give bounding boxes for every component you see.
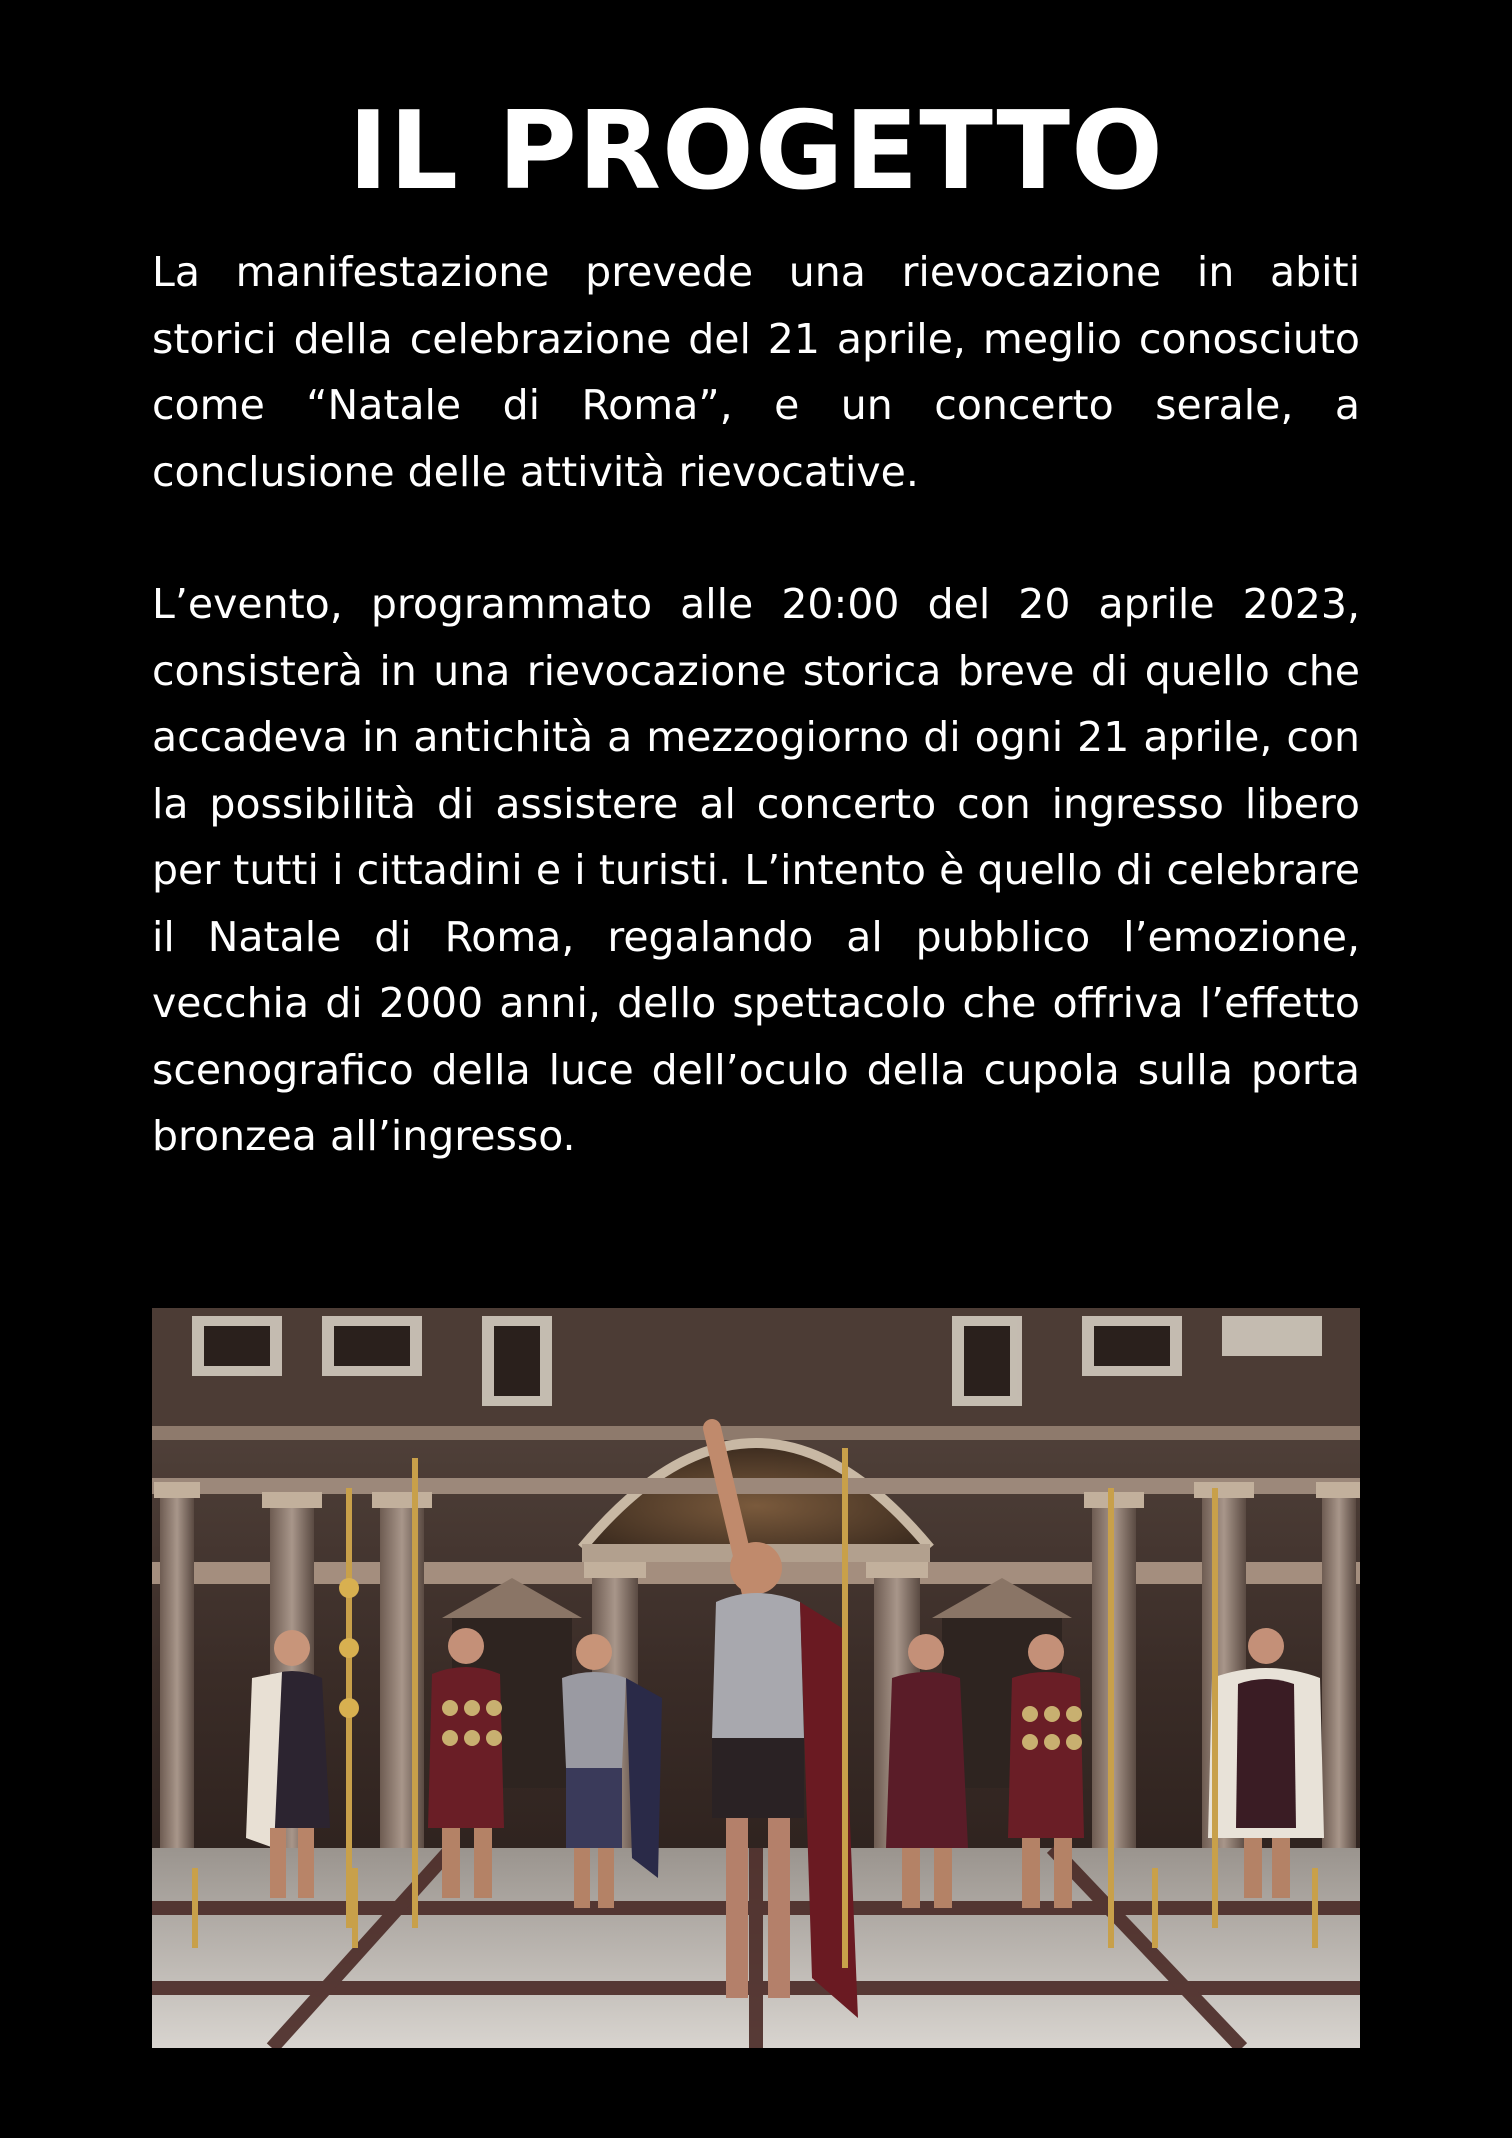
page-title: IL PROGETTO <box>348 89 1164 214</box>
paragraph-event: L’evento, programmato alle 20:00 del 20 aprile 2023, consisterà in una rievocazione storica breve di quello che accadeva in antichità a mezzogiorno di ogni 21 aprile, con la possibilità di assistere al concerto con ingresso libero per tutti i cittadini e i turisti. L’intento è quello di celebrare il Natale di Roma, regalando al pubblico l’emozione, vecchia di 2000 anni, dello spettacolo che offriva l’effetto scenografico della luce dell’oculo della cupola sulla porta bronzea all’ingresso. <box>152 580 1360 1160</box>
photo-illustration <box>152 1308 1360 2048</box>
paragraph-intro: La manifestazione prevede una rievocazione in abiti storici della celebrazione del 21 aprile, meglio conosciuto come “Natale di Roma”, e un concerto serale, a conclusione delle attività rievocative. <box>152 248 1360 496</box>
pantheon-reenactment-photo <box>152 1308 1360 2048</box>
